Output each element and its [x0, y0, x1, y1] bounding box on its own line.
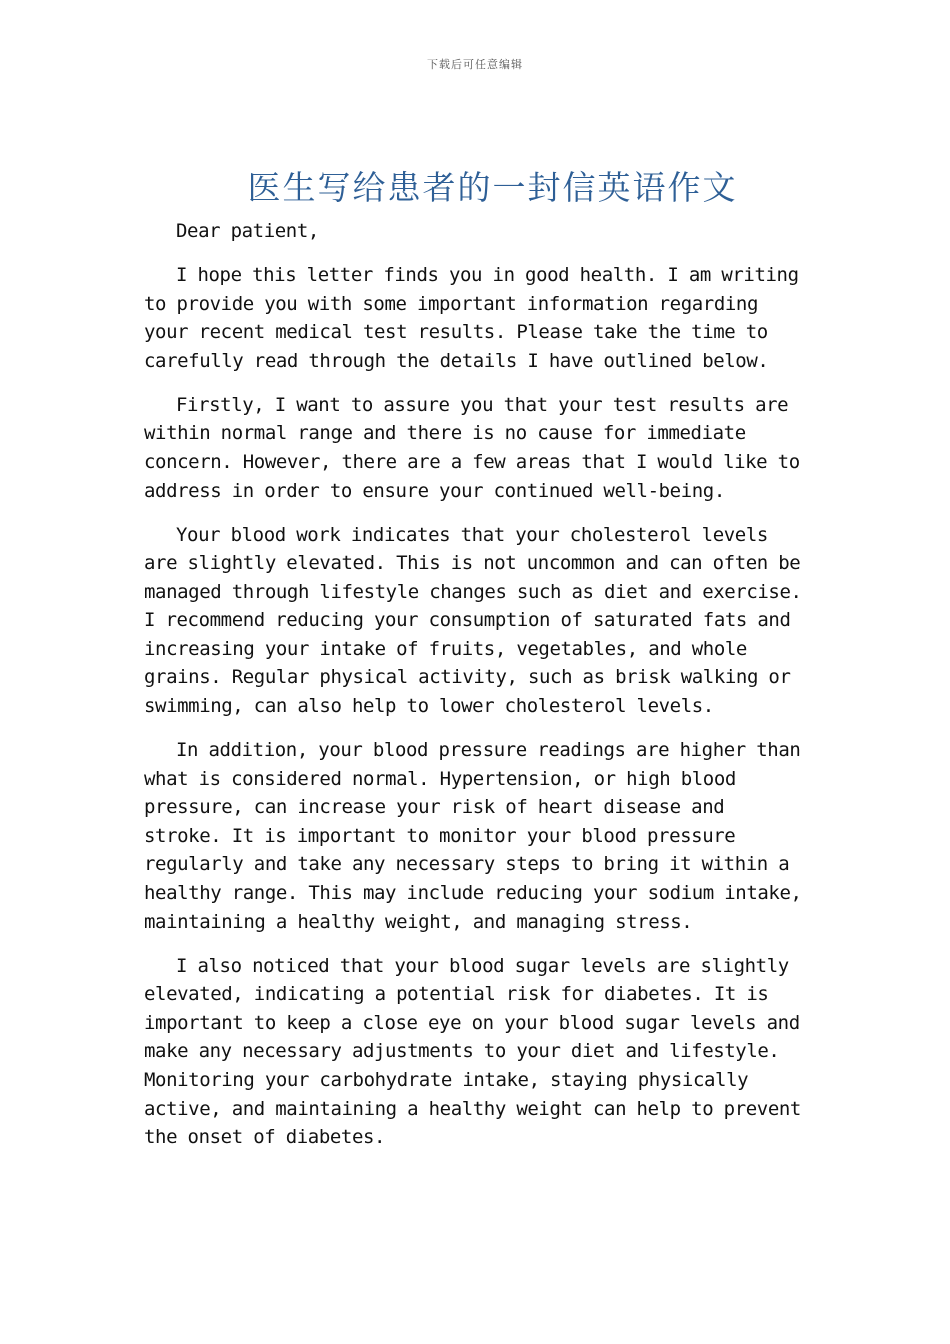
paragraph-5: I also noticed that your blood sugar levels are slightly elevated, indicating a potential risk for diabetes. It is important to keep a close eye on your blood sugar levels and make any necessary adjustments to your diet and lifestyle. Monitoring your carbohydrate intake, staying physically active, and maintaining a healthy weight can help to prevent the onset of diabetes. — [144, 954, 801, 1149]
document-title: 医生写给患者的一封信英语作文 — [247, 168, 738, 207]
paragraph-3: Your blood work indicates that your cholesterol levels are slightly elevated. This is not uncommon and can often be managed through lifestyle changes such as diet and exercise. I recommend reducing your consumption of saturated fats and increasing your intake of fruits, vegetables, and whole grains. Regular physical activity, such as brisk walking or swimming, can also help to lower cholesterol levels. — [144, 523, 802, 718]
header-note: 下载后可任意编辑 — [427, 58, 523, 71]
paragraph-1: I hope this letter finds you in good health. I am writing to provide you with some important information regarding your recent medical test results. Please take the time to carefully read through the details I have outlined below. — [144, 263, 799, 372]
salutation: Dear patient, — [176, 220, 319, 242]
paragraph-4: In addition, your blood pressure readings are higher than what is considered normal. Hypertension, or high blood pressure, can increase your risk of heart disease and stroke. It is important to monitor your blood pressure regularly and take any necessary steps to bring it within a healthy range. This may include reducing your sodium intake, maintaining a healthy weight, and managing stress. — [144, 739, 802, 933]
paragraph-2: Firstly, I want to assure you that your test results are within normal range and there is no cause for immediate concern. However, there are a few areas that I would like to address in order to ensure your continued well-being. — [144, 393, 800, 502]
letter-body — [144, 217, 809, 1167]
